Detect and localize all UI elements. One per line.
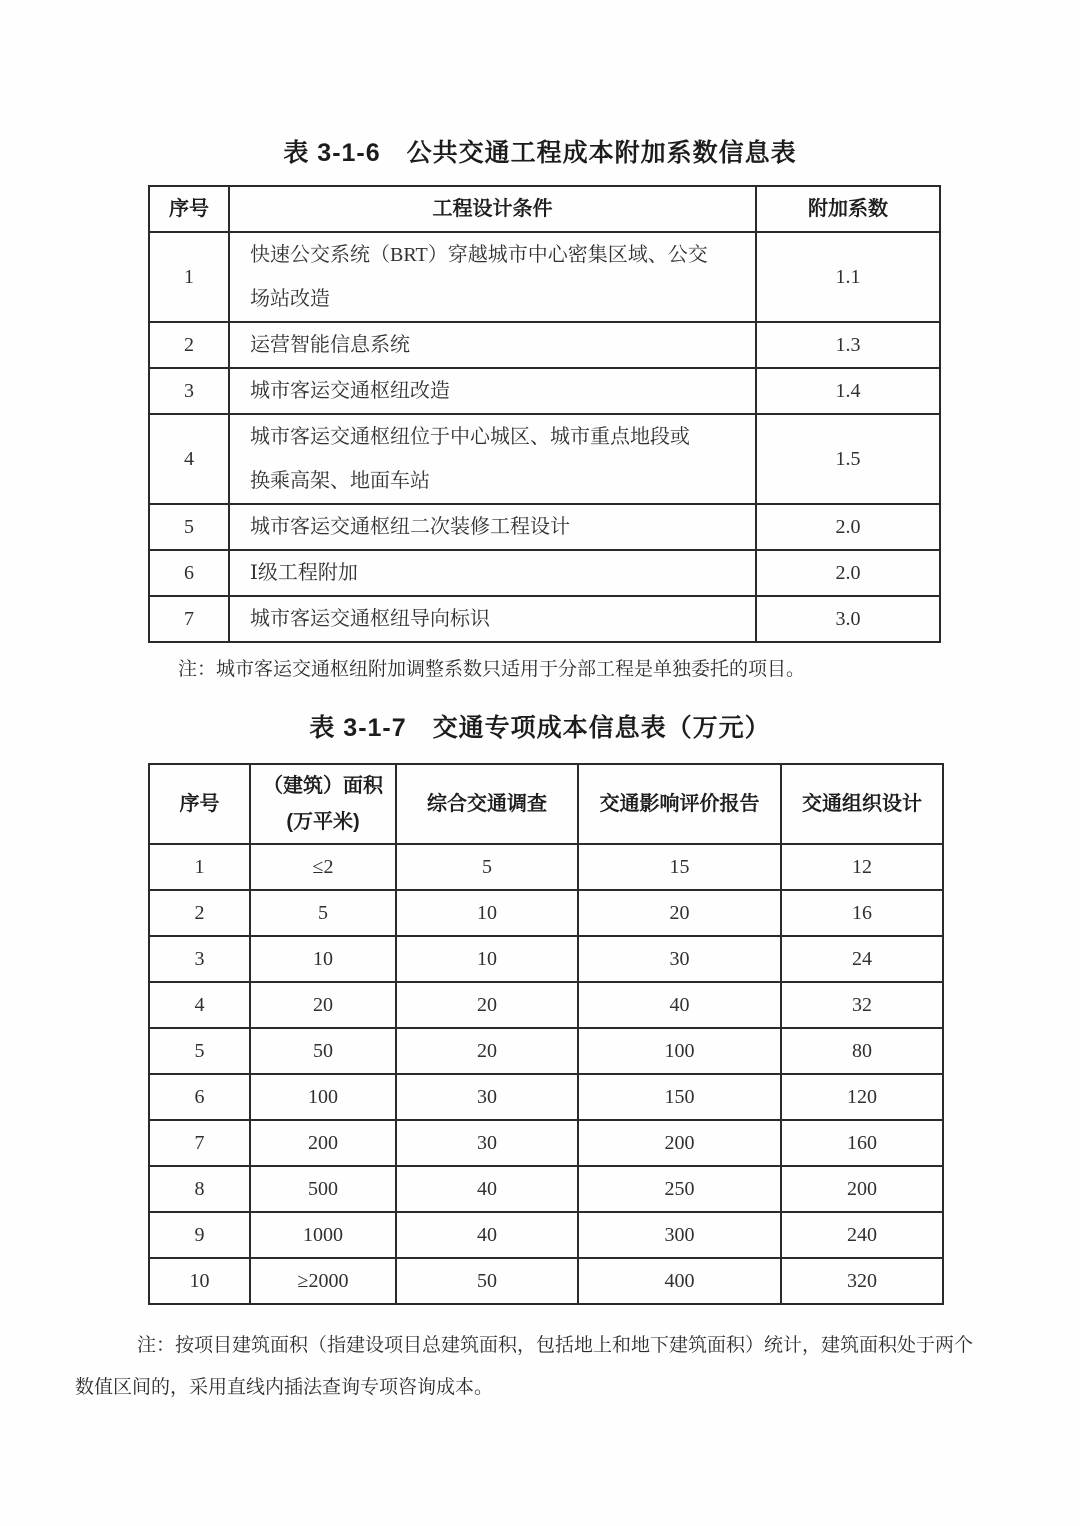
cell-area: 500	[250, 1166, 396, 1212]
cell-area: 100	[250, 1074, 396, 1120]
cell-impact-report: 300	[578, 1212, 781, 1258]
cell-impact-report: 400	[578, 1258, 781, 1304]
cell-area: 1000	[250, 1212, 396, 1258]
table2-header-cell-impact-report: 交通影响评价报告	[578, 764, 781, 844]
table-row	[149, 368, 940, 414]
cell-no: 6	[149, 1074, 250, 1120]
cell-no: 4	[149, 414, 229, 504]
cell-org-design: 200	[781, 1166, 943, 1212]
cell-survey: 10	[396, 890, 578, 936]
cell-survey: 30	[396, 1120, 578, 1166]
table-row	[149, 936, 943, 982]
table-row	[149, 982, 943, 1028]
table2-title: 表 3-1-7 交通专项成本信息表（万元）	[309, 714, 771, 742]
table1	[148, 185, 941, 643]
table2-header-cell-survey: 综合交通调查	[396, 764, 578, 844]
cell-impact-report: 20	[578, 890, 781, 936]
cell-survey: 10	[396, 936, 578, 982]
cell-survey: 50	[396, 1258, 578, 1304]
cell-no: 9	[149, 1212, 250, 1258]
table-row	[149, 890, 943, 936]
cell-coefficient: 2.0	[756, 504, 940, 550]
table-row	[149, 504, 940, 550]
cell-condition: 城市客运交通枢纽导向标识	[229, 596, 756, 642]
table-row	[149, 596, 940, 642]
cell-no: 4	[149, 982, 250, 1028]
cell-no: 3	[149, 368, 229, 414]
cell-area: 20	[250, 982, 396, 1028]
table1-title: 表 3-1-6 公共交通工程成本附加系数信息表	[283, 139, 797, 167]
cell-impact-report: 100	[578, 1028, 781, 1074]
cell-org-design: 32	[781, 982, 943, 1028]
table2-header-cell-no: 序号	[149, 764, 250, 844]
cell-survey: 20	[396, 982, 578, 1028]
cell-area: ≥2000	[250, 1258, 396, 1304]
cell-coefficient: 2.0	[756, 550, 940, 596]
cell-org-design: 80	[781, 1028, 943, 1074]
cell-coefficient: 1.4	[756, 368, 940, 414]
cell-no: 2	[149, 322, 229, 368]
table-row	[149, 1166, 943, 1212]
table-row	[149, 1074, 943, 1120]
cell-org-design: 16	[781, 890, 943, 936]
cell-area: 5	[250, 890, 396, 936]
table-row	[149, 550, 940, 596]
cell-condition: 城市客运交通枢纽改造	[229, 368, 756, 414]
table-row	[149, 844, 943, 890]
table2-header-row	[149, 764, 943, 844]
cell-org-design: 120	[781, 1074, 943, 1120]
cell-impact-report: 150	[578, 1074, 781, 1120]
cell-area: 200	[250, 1120, 396, 1166]
cell-no: 3	[149, 936, 250, 982]
table2-note	[75, 1325, 995, 1409]
cell-org-design: 160	[781, 1120, 943, 1166]
table-row	[149, 1212, 943, 1258]
cell-area: ≤2	[250, 844, 396, 890]
cell-no: 1	[149, 232, 229, 322]
cell-org-design: 24	[781, 936, 943, 982]
table-row	[149, 414, 940, 504]
cell-survey: 40	[396, 1166, 578, 1212]
cell-survey: 40	[396, 1212, 578, 1258]
cell-impact-report: 250	[578, 1166, 781, 1212]
cell-condition: Ⅰ级工程附加	[229, 550, 756, 596]
note-line: 数值区间的，采用直线内插法查询专项咨询成本。	[75, 1377, 494, 1398]
cell-condition: 城市客运交通枢纽二次装修工程设计	[229, 504, 756, 550]
cell-no: 8	[149, 1166, 250, 1212]
table2	[148, 763, 944, 1305]
table1-note: 注：城市客运交通枢纽附加调整系数只适用于分部工程是单独委托的项目。	[178, 659, 806, 680]
note-line: 注：按项目建筑面积（指建设项目总建筑面积，包括地上和地下建筑面积）统计，建筑面积处于两个	[137, 1335, 974, 1356]
table1-header-row	[149, 186, 940, 232]
cell-no: 6	[149, 550, 229, 596]
table2-header-cell-area: （建筑）面积(万平米)	[250, 764, 396, 844]
cell-impact-report: 40	[578, 982, 781, 1028]
cell-no: 10	[149, 1258, 250, 1304]
table2-header-cell-org-design: 交通组织设计	[781, 764, 943, 844]
table1-header-cell-coefficient: 附加系数	[756, 186, 940, 232]
table-row	[149, 322, 940, 368]
table-row	[149, 1028, 943, 1074]
table-row	[149, 1258, 943, 1304]
cell-condition: 运营智能信息系统	[229, 322, 756, 368]
cell-survey: 30	[396, 1074, 578, 1120]
cell-org-design: 320	[781, 1258, 943, 1304]
cell-condition: 快速公交系统（BRT）穿越城市中心密集区域、公交场站改造	[229, 232, 756, 322]
cell-no: 7	[149, 596, 229, 642]
table1-header-cell-condition: 工程设计条件	[229, 186, 756, 232]
cell-condition: 城市客运交通枢纽位于中心城区、城市重点地段或换乘高架、地面车站	[229, 414, 756, 504]
cell-coefficient: 1.3	[756, 322, 940, 368]
cell-no: 2	[149, 890, 250, 936]
cell-coefficient: 3.0	[756, 596, 940, 642]
cell-org-design: 12	[781, 844, 943, 890]
cell-coefficient: 1.5	[756, 414, 940, 504]
cell-survey: 20	[396, 1028, 578, 1074]
cell-no: 5	[149, 1028, 250, 1074]
cell-impact-report: 30	[578, 936, 781, 982]
cell-impact-report: 200	[578, 1120, 781, 1166]
cell-coefficient: 1.1	[756, 232, 940, 322]
cell-no: 1	[149, 844, 250, 890]
cell-no: 5	[149, 504, 229, 550]
cell-org-design: 240	[781, 1212, 943, 1258]
cell-survey: 5	[396, 844, 578, 890]
table1-header-cell-no: 序号	[149, 186, 229, 232]
cell-no: 7	[149, 1120, 250, 1166]
cell-area: 10	[250, 936, 396, 982]
table-row	[149, 1120, 943, 1166]
cell-area: 50	[250, 1028, 396, 1074]
table-row	[149, 232, 940, 322]
cell-impact-report: 15	[578, 844, 781, 890]
